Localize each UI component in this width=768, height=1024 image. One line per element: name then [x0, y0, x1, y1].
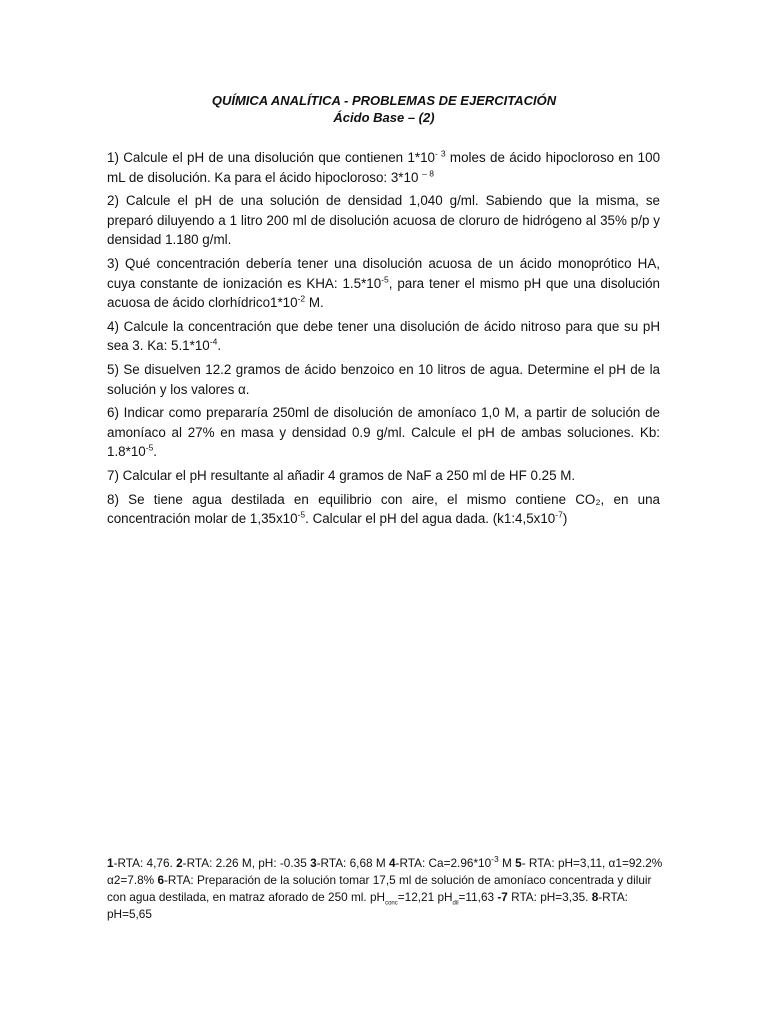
problem-4: 4) Calcule la concentración que debe tener una disolución de ácido nitroso para que su pH sea 3. Ka: $5.1*10^{-4}$.: [107, 318, 660, 354]
problem-list: [107, 148, 660, 533]
problem-1: 1) Calcule el pH de una disolución que contienen $1*10^{- 3}$ moles de ácido hipocloroso en 100 mL de disolución. Ka para el ácido hipocloroso: 3*10 $^{- 8}$: [107, 148, 661, 185]
problem-2: 2) Calcule el pH de una solución de densidad 1,040 g/ml. Sabiendo que la misma, se preparó diluyendo a 1 litro 200 ml de disolución acuosa de cloruro de hidrógeno al 35% p/p y densidad 1.180 g/ml.: [107, 193, 660, 248]
answer-key: 1-RTA: 4,76. 2-RTA: 2.26 M, pH: -0.35 3-RTA: 6,68 M 4-RTA: $Ca=2.96*10^{-3}$ M 5- RTA: pH=3,11, α1=92.2% α2=7.8% 6-RTA: Preparación de la solución tomar 17,5 ml de solución de amoníaco concentrada y diluir con agua destilada, en matraz aforado de 250 ml. $pH_{conc}=12,21$ $pH_{dil}=11,63$ -7 RTA: pH=3,35. 8-RTA: pH=5,65: [107, 854, 663, 921]
problem-8: 8) Se tiene agua destilada en equilibrio con aire, el mismo contiene CO₂, en una concentración molar de $1,35x10^{-5}$. Calcular el pH del agua dada. $(k1:4,5x10^{-7})$: [107, 491, 660, 527]
problem-6: 6) Indicar como prepararía 250ml de disolución de amoníaco 1,0 M, a partir de solución de amoníaco al 27% en masa y densidad 0.9 g/ml. Calcule el pH de ambas soluciones. Kb: $1.8*10^{-5}$.: [107, 405, 660, 460]
page-title: QUÍMICA ANALÍTICA - PROBLEMAS DE EJERCITACIÓN: [211, 93, 557, 108]
problem-3: 3) Qué concentración debería tener una disolución acuosa de un ácido monoprótico HA, cuya constante de ionización es KHA: $1.5*10^{-5}$, para tener el mismo pH que una disolución acuosa de ácido $clorhídrico1*10^{-2}$ M.: [107, 255, 660, 311]
page-subtitle: Ácido Base – (2): [333, 110, 435, 125]
problem-7: 7) Calcular el pH resultante al añadir 4 gramos de NaF a 250 ml de HF 0.25 M.: [107, 467, 576, 483]
problem-5: 5) Se disuelven 12.2 gramos de ácido benzoico en 10 litros de agua. Determine el pH de la solución y los valores α.: [107, 361, 660, 397]
